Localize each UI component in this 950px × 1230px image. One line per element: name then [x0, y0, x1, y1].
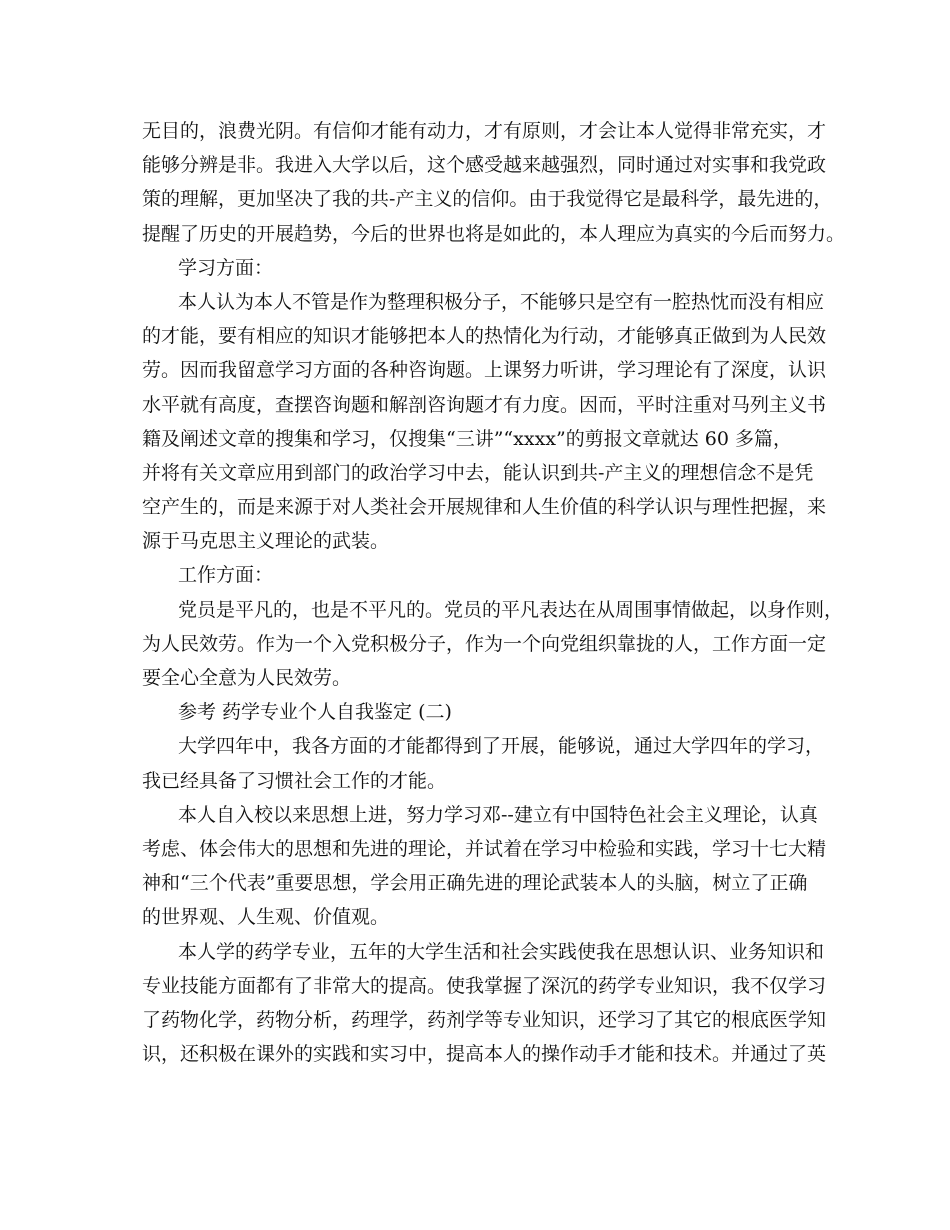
text-line: 提醒了历史的开展趋势，今后的世界也将是如此的，本人理应为真实的今后而努力。 — [142, 222, 846, 245]
text-line: 识，还积极在课外的实践和实习中，提高本人的操作动手才能和技术。并通过了英 — [142, 1043, 827, 1066]
text-line: 了药物化学，药物分析，药理学，药剂学等专业知识，还学习了其它的根底医学知 — [142, 1008, 827, 1031]
text-line: 本人认为本人不管是作为整理积极分子，不能够只是空有一腔热忱而没有相应 — [178, 290, 825, 313]
text-line: 大学四年中，我各方面的才能都得到了开展，能够说，通过大学四年的学习， — [178, 735, 825, 758]
text-line: 空产生的，而是来源于对人类社会开展规律和人生价值的科学认识与理性把握，来 — [142, 496, 827, 519]
text-line: 我已经具备了习惯社会工作的才能。 — [142, 769, 447, 792]
text-line: 本人自入校以来思想上进，努力学习邓--建立有中国特色社会主义理论，认真 — [178, 803, 818, 826]
text-line: 源于马克思主义理论的武装。 — [142, 530, 390, 553]
text-line: 党员是平凡的，也是不平凡的。党员的平凡表达在从周围事情做起，以身作则， — [178, 598, 844, 621]
text-line: 学习方面： — [178, 256, 274, 279]
text-line: 工作方面： — [178, 564, 274, 587]
text-line: 策的理解，更加坚决了我的共-产主义的信仰。由于我觉得它是最科学，最先进的， — [142, 188, 833, 211]
text-line: 并将有关文章应用到部门的政治学习中去，能认识到共-产主义的理想信念不是凭 — [142, 461, 814, 484]
text-line: 考虑、体会伟大的思想和先进的理论，并试着在学习中检验和实践，学习十七大精 — [142, 837, 827, 860]
text-line: 籍及阐述文章的搜集和学习，仅搜集“三讲”“xxxx”的剪报文章就达 60 多篇， — [142, 427, 792, 450]
text-line: 水平就有高度，查摆咨询题和解剖咨询题才有力度。因而，平时注重对马列主义书 — [142, 393, 827, 416]
text-line: 的世界观、人生观、价值观。 — [142, 906, 390, 929]
text-line: 无目的，浪费光阴。有信仰才能有动力，才有原则，才会让本人觉得非常充实，才 — [142, 120, 827, 142]
text-line: 能够分辨是非。我进入大学以后，这个感受越来越强烈，同时通过对实事和我党政 — [142, 154, 827, 177]
text-line: 参考 药学专业个人自我鉴定 (二) — [178, 701, 452, 724]
text-line: 神和“三个代表”重要思想，学会用正确先进的理论武装本人的头脑，树立了正确 — [142, 872, 808, 895]
text-line: 要全心全意为人民效劳。 — [142, 667, 352, 689]
text-line: 专业技能方面都有了非常大的提高。使我掌握了深沉的药学专业知识，我不仅学习 — [142, 974, 827, 997]
text-line: 劳。因而我留意学习方面的各种咨询题。上课努力听讲，学习理论有了深度，认识 — [142, 359, 827, 382]
text-line: 为人民效劳。作为一个入党积极分子，作为一个向党组织靠拢的人，工作方面一定 — [142, 632, 827, 655]
text-line: 本人学的药学专业，五年的大学生活和社会实践使我在思想认识、业务知识和 — [178, 940, 825, 963]
text-line: 的才能，要有相应的知识才能够把本人的热情化为行动，才能够真正做到为人民效 — [142, 325, 827, 348]
document-body — [142, 114, 846, 1071]
